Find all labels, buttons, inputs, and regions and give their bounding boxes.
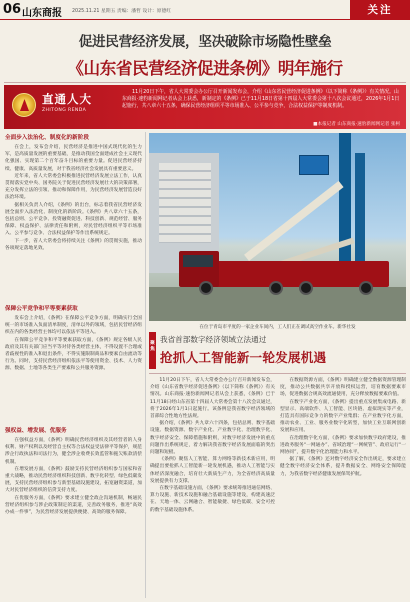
truck-window <box>183 255 213 267</box>
wheel <box>199 281 213 295</box>
paragraph: 《条例》聚焦人工智能、算力网络等新技术新应用，明确提出要抢抓人工智能新一轮发展机遇，推动人工智能与实体经济深度融合，培育壮大新质生产力，为全省经济高质量发展提供有力支撑。 <box>150 457 275 484</box>
paragraph: 据了解，《条例》还对数字经济安全作出规定，要求建立健全数字经济安全体系，提升数据安全、网络安全保障能力，为我省数字经济健康发展保驾护航。 <box>280 457 406 477</box>
headline-title: 《山东省民营经济促进条例》明年施行 <box>67 58 343 78</box>
divider <box>4 82 406 83</box>
paragraph: 在强权益方面，《条例》明确民营经济组织及其经营者的人身权利、财产权利以及经营自主权等合法权益受法律平等保护，规范涉企行政执法和司法行为，健全涉企收费长效监管和拖欠账款清偿机制。 <box>5 438 142 465</box>
paragraph: 在治理数字化方面，《条例》要求加快数字政府建设，推进政务服务“一网通办”、省域治理“一网统管”、政府运行“一网协同”，提升数字化治理能力和水平。 <box>280 435 406 456</box>
paragraph: 发布会上介绍，《条例》在保障公平竞争方面，明确实行全国统一的市场准入负面清单制度，清单以外的领域，包括民营经济组织在内的各类经营主体均可以依法平等进入。 <box>5 316 142 336</box>
paragraph: 在增发展方面，《条例》鼓励支持民营经济组织参与国家和省重大战略，推动民营经济组织科技创新、数字化转型、绿色低碳发展，支持民营经济组织参与新型基础设施建设，拓宽融资渠道，加大对民营经济组织的信贷支持力度。 <box>5 466 142 494</box>
lead-banner <box>4 85 406 129</box>
banner-title: 直通人大 <box>42 92 92 106</box>
left-section-3 <box>5 437 142 599</box>
wheel <box>299 281 313 295</box>
lift-tower-2 <box>355 153 365 273</box>
paragraph: 在保障公平竞争和平等要素获取方面，《条例》规定各级人民政府及其有关部门应当平等对待各类经营主体，不得设置不合理或者歧视性的准入和退出条件，不得实施限制商品和要素自由流动等行为。同时，支持民营经济组织依法平等使用资金、技术、人力资源、数据、土地等各类生产要素和公共服务资源。 <box>5 337 142 372</box>
article-tag: 聚焦 <box>150 341 155 352</box>
divider <box>149 373 406 374</box>
paragraph: 据相关负责人介绍，《条例》的出台，标志着我省民营经济发展全面步入法治化、制度化的新阶段。《条例》共八章六十五条，包括总则、公平竞争、投资融资促进、科技创新、规范经营、服务保障、权益保护、法律责任和附则，对民营经济组织平等市场准入、公平参与竞争、合法权益保护等作出系统规定。 <box>5 202 142 237</box>
paragraph: 在数据资源方面，《条例》明确建立健全数据资源管理制度，推动公共数据共享开放和授权运营，培育数据要素市场，促进数据合规高效流通使用，充分释放数据要素价值。 <box>280 378 406 398</box>
article2-col-b <box>280 377 406 599</box>
byline: ■本报记者 山东商报·速豹新闻网记者 张柯 <box>313 122 400 127</box>
building-windows <box>159 163 211 243</box>
news-photo <box>149 133 406 321</box>
paragraph: 在优服务方面，《条例》要求建立健全政企沟通机制，畅通民营经济组织参与涉企政策制定的渠道，完善政务服务，推进“高效办成一件事”，为民营经济发展提供便捷、高效的服务保障。 <box>5 495 142 516</box>
left-section-1 <box>5 144 142 302</box>
paragraph: 近年来，省人大常委会积极推进民营经济发展立法工作，认真贯彻落实党中央、国务院关于促进民营经济发展壮大的决策部署，充分发挥立法的引领、推动和保障作用，为民营经济发展营造良好法治环境。 <box>5 173 142 201</box>
paragraph: 据介绍，《条例》共九章六十四条，包括总则、数字基础设施、数据资源、数字产业化、产业数字化、治理数字化、数字经济安全、保障措施和附则，对数字经济发展中的重点问题作出系统规定，着力解决我省数字经济发展面临的突出问题和短板。 <box>150 421 275 456</box>
lead-paragraph: 11月20日下午，省人大常委会办公厅召开新闻发布会，介绍《山东省民营经济促进条例》（以下简称《条例》）有关情况。山东商报·速豹新闻网记者从会上获悉，新制定的《条例》已于11月18日省第十四届人大常委会第十八次会议通过，2026年1月1日起施行，共八章六十五条，确保民营经济组织平等市场准入、公平参与竞争，合法权益保护等制度机制。 <box>122 89 400 110</box>
wheel <box>359 281 373 295</box>
headline-kicker: 促进民营经济发展，坚决破除市场隐性壁垒 <box>78 34 332 50</box>
left-subhead-3: 强权益、增发展、优服务 <box>5 428 67 434</box>
section-tag: 关注 <box>350 0 410 20</box>
paragraph: 11月20日下午，省人大常委会办公厅召开新闻发布会，介绍《山东省数字经济促进条例》（以下简称《条例》）有关情况。山东商报·速豹新闻网记者从会上获悉，《条例》已于11月18日经山东省第十四届人大常委会第十八次会议通过，将于2026年1月1日起施行。该条例是我省数字经济领域的首部综合性地方性法规。 <box>150 378 275 420</box>
issue-meta: 2025.11.21 星期五 责编：潘哲 设计：原德红 <box>72 9 172 14</box>
paragraph: 在数字基础设施方面，《条例》要求统筹推进通信网络、算力设施、新技术设施和融合基础设施等建设，构建高速泛在、天地一体、云网融合、智能敏捷、绿色低碳、安全可控的数字基础设施体系。 <box>150 486 275 513</box>
main-headline <box>4 30 406 79</box>
left-section-2 <box>5 315 142 423</box>
article-tag-bar <box>149 332 156 369</box>
emblem-icon <box>12 93 36 117</box>
page-header <box>0 0 410 20</box>
article2-kicker: 我省首部数字经济领域立法通过 <box>160 335 267 344</box>
paragraph: 在会上，发布会介绍，民营经济是推进中国式现代化的生力军，是高质量发展的重要基础，是推动我国全面建成社会主义现代化强国、实现第二个百年奋斗目标的重要力量。促进民营经济持续、健康、高质量发展，对于我省经济社会发展具有重要意义。 <box>5 145 142 172</box>
banner-subtitle: ZHITONG RENDA <box>42 108 87 113</box>
page-number: 06 <box>3 2 22 17</box>
paragraph: 下一步，省人大常委会将持续关注《条例》的贯彻实施，推动各项规定落地见效。 <box>5 238 142 251</box>
work-platform <box>299 155 329 175</box>
wheel <box>269 281 283 295</box>
paragraph: 在数字产业化方面，《条例》提出重点发展集成电路、新型显示、高端软件、人工智能、区块链、虚拟现实等产业，打造具有国际竞争力的数字产业集群；在产业数字化方面，推动农业、工业、服务业数字化转型，加快工业互联网创新发展和应用。 <box>280 399 406 434</box>
column-divider <box>145 132 146 598</box>
left-subhead-1: 全面步入法治化、制度化的新阶段 <box>5 135 89 141</box>
section-name: 山东商报 <box>22 8 62 19</box>
article2-col-a <box>150 377 275 599</box>
article2-title: 抢抓人工智能新一轮发展机遇 <box>160 350 327 365</box>
left-subhead-2: 保障公平竞争和平等要素获取 <box>5 306 78 312</box>
photo-caption: 在位于青岛市平度的一家企业车间内，工人们正在调试高空作业车。新华社发 <box>199 325 356 330</box>
lift-tower <box>339 133 351 273</box>
